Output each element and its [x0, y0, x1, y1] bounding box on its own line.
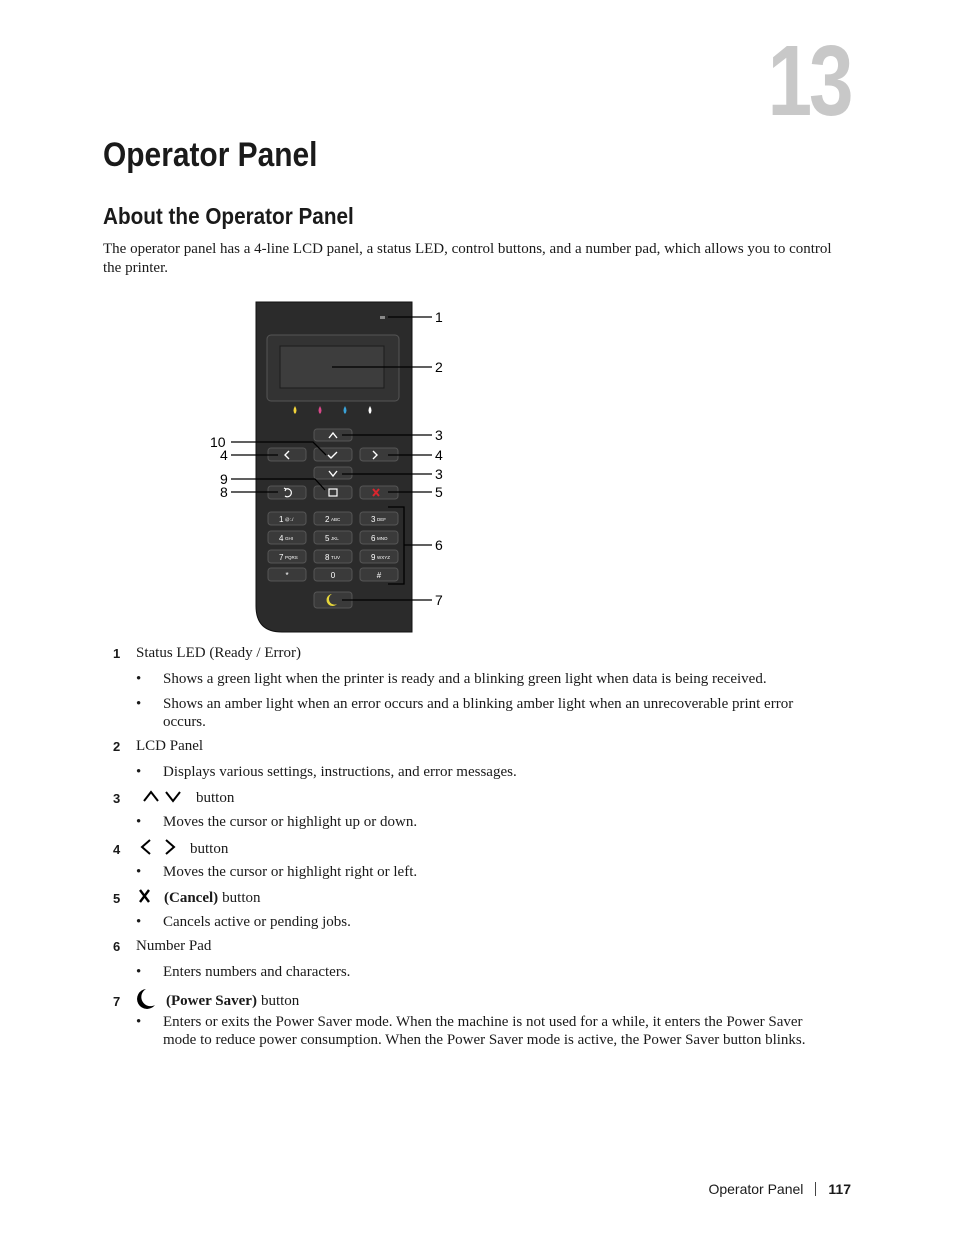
callout-3-down: 3 [435, 466, 443, 482]
keypad-digit: * [285, 571, 289, 580]
page-title: Operator Panel [103, 136, 318, 174]
keypad-digit: 9 [371, 553, 376, 562]
intro-paragraph: The operator panel has a 4-line LCD panel, a status LED, control buttons, and a number pad, which allows you to control the printer. [103, 241, 832, 276]
keypad-digit: 6 [371, 534, 376, 543]
item-label: Status LED (Ready / Error) [136, 645, 301, 661]
keypad-digit: # [376, 571, 382, 580]
list-item-7 [113, 988, 299, 1015]
bullet-dot: • [136, 814, 142, 830]
item-number: 7 [113, 994, 121, 1009]
callout-4-right: 4 [435, 447, 443, 463]
chapter-number: 13 [767, 25, 850, 137]
keypad-digit: 2 [325, 515, 330, 524]
keypad-digit: 1 [279, 515, 284, 524]
list-item-5 [113, 888, 261, 909]
callout-9: 9 [220, 471, 228, 487]
footer-label: Operator Panel [708, 1181, 804, 1197]
item-icon [136, 838, 180, 861]
bullet-text: Enters or exits the Power Saver mode. When the machine is not used for a while, it enters the Power Saver mode to reduce power consumption. When the Power Saver mode is active, the Power Saver button blinks. [163, 1014, 806, 1048]
bullet-text: Shows an amber light when an error occurs and a blinking amber light when an unrecoverable print error occurs. [163, 696, 794, 730]
bullet-item [136, 813, 836, 831]
keypad-letters: @:./ [285, 517, 294, 522]
item-label: button [260, 993, 300, 1009]
keypad-digit: 8 [325, 553, 330, 562]
list-item-4 [113, 838, 228, 861]
keypad-letters: ABC [331, 517, 341, 522]
callout-6: 6 [435, 537, 443, 553]
item-icon [136, 888, 154, 909]
page-number: 117 [828, 1181, 851, 1197]
bullet-item [136, 963, 836, 981]
item-label: Number Pad [136, 938, 212, 954]
page-footer [708, 1181, 851, 1197]
bullet-dot: • [136, 671, 142, 687]
bullet-text: Displays various settings, instructions, and error messages. [163, 764, 517, 780]
ok-button [314, 448, 352, 461]
keypad-letters: TUV [331, 555, 340, 560]
menu-button [314, 486, 352, 499]
item-label: button [222, 890, 261, 906]
item-number: 3 [113, 791, 121, 806]
bullet-dot: • [136, 964, 142, 980]
keypad-digit: 0 [330, 571, 336, 580]
item-number: 5 [113, 891, 121, 906]
bullet-dot: • [136, 764, 142, 780]
list-item-1 [113, 645, 301, 662]
keypad-letters: GHI [285, 536, 294, 541]
item-icon [136, 788, 186, 809]
list-item-2 [113, 738, 203, 755]
bullet-text: Moves the cursor or highlight up or down. [163, 814, 418, 830]
cancel-x-icon [136, 888, 154, 904]
item-name: (Power Saver) [166, 993, 257, 1009]
section-title: About the Operator Panel [103, 203, 354, 229]
bullet-dot: • [136, 696, 142, 712]
bullet-item [136, 913, 836, 931]
item-label: button [196, 790, 235, 806]
bullet-item [136, 763, 836, 781]
down-button [314, 467, 352, 479]
bullet-item [136, 1013, 836, 1049]
keypad-digit: 4 [279, 534, 284, 543]
bullet-dot: • [136, 914, 142, 930]
bullet-text: Shows a green light when the printer is ready and a blinking green light when data is being received. [163, 671, 767, 687]
item-number: 1 [113, 646, 121, 661]
bullet-text: Cancels active or pending jobs. [163, 914, 351, 930]
callout-10: 10 [210, 434, 226, 450]
item-name: (Cancel) [164, 890, 219, 906]
bullet-text: Enters numbers and characters. [163, 964, 351, 980]
keypad-digit: 5 [325, 534, 330, 543]
up-down-arrows-icon [136, 788, 186, 804]
list-item-3 [113, 788, 234, 809]
item-icon [136, 988, 156, 1015]
keypad-letters: PQRS [285, 555, 298, 560]
bullet-item [136, 695, 836, 731]
item-number: 4 [113, 842, 121, 857]
bullet-dot: • [136, 1014, 142, 1030]
left-right-arrows-icon [136, 838, 180, 856]
callout-8: 8 [220, 484, 228, 500]
keypad-letters: DEF [377, 517, 386, 522]
list-item-6 [113, 938, 211, 955]
callout-7: 7 [435, 592, 443, 608]
bullet-text: Moves the cursor or highlight right or left. [163, 864, 418, 880]
keypad-letters: JKL [331, 536, 339, 541]
keypad-letters: WXYZ [377, 555, 390, 560]
status-led [380, 316, 385, 319]
bullet-item [136, 863, 836, 881]
callout-5: 5 [435, 484, 443, 500]
keypad-digit: 7 [279, 553, 284, 562]
footer-separator [815, 1182, 816, 1196]
bullet-item [136, 670, 836, 688]
callout-2: 2 [435, 359, 443, 375]
item-number: 2 [113, 739, 121, 754]
bullet-dot: • [136, 864, 142, 880]
callout-4-left: 4 [220, 447, 228, 463]
callout-3-up: 3 [435, 427, 443, 443]
keypad-letters: MNO [377, 536, 388, 541]
item-number: 6 [113, 939, 121, 954]
moon-icon [136, 988, 156, 1010]
item-label: button [190, 841, 229, 857]
item-label: LCD Panel [136, 738, 204, 754]
callout-1: 1 [435, 309, 443, 325]
keypad-digit: 3 [371, 515, 376, 524]
